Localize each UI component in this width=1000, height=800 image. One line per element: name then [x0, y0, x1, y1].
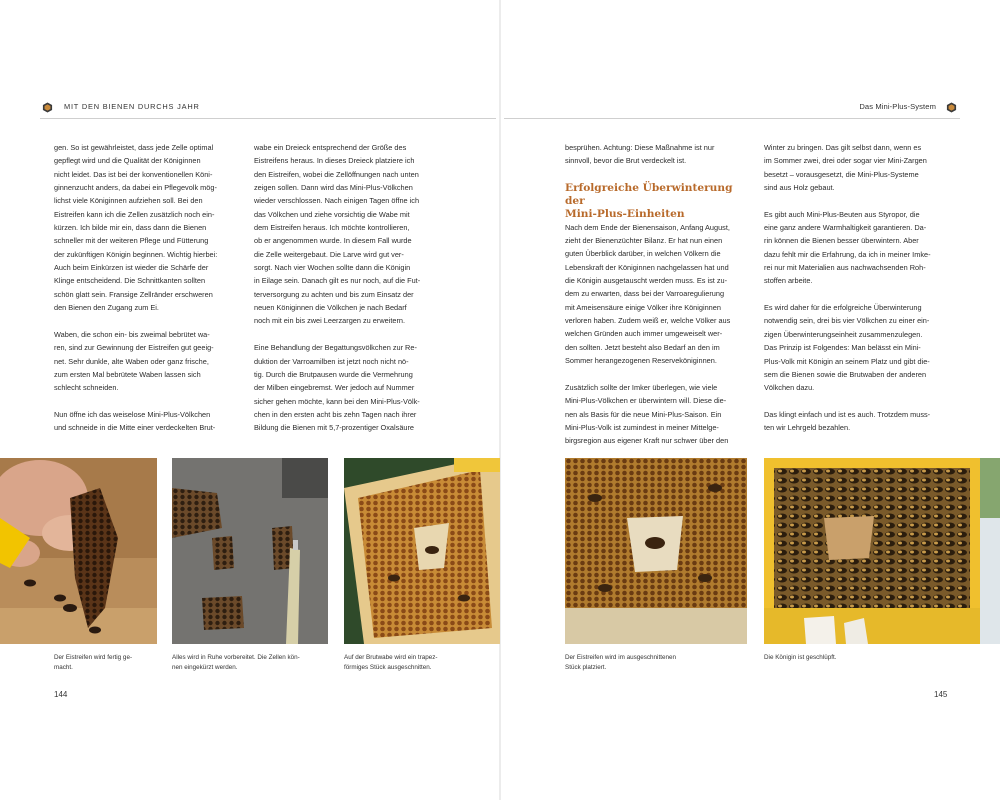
- paragraph: wabe ein Dreieck entsprechend der Größe des Eistreifens heraus. In dieses Dreieck platziere ich den Eistreifen, wobei die Zellöffnungen nach unten zeigen sollen. Dann wird das Mini-Plus-Völkchen wieder verschlossen. Nach einigen Tagen öffne ich das Völkchen und ziehe vorsichtig die Wabe mit dem Eistreifen heraus. Ich möchte kontrollieren, ob er angenommen wurde. In diesem Fall wurde die Zelle weitergebaut. Die Larve wird gut ver- sorgt. Nach vier Wochen sollte dann die Königin in Eilage sein. Danach gilt es nur noch, auf die Fut- terversorgung zu achten und bis zum Einsatz der neuen Königinnen die Völkchen je nach Bedarf noch mit ein bis zwei Leerzargen zu erweitern.: [254, 143, 421, 326]
- paragraph: Es wird daher für die erfolgreiche Überwinterung notwendig sein, drei bis vier Völkchen zu einer ein- zigen Überwinterungseinheit zusammenzulegen. Das Prinzip ist Folgendes: Man belässt ein Mini- Plus-Volk mit Königin an seinem Platz und gibt die- sem die Bienen sowie die Brutwaben der anderen Völkchen dazu.: [764, 303, 930, 393]
- photo-strip-placed: [565, 458, 747, 644]
- photo-caption: Auf der Brutwabe wird ein trapez- förmiges Stück ausgeschnitten.: [344, 654, 438, 671]
- hexagon-ornament-icon: [42, 102, 53, 113]
- page-number-right: 145: [934, 690, 948, 699]
- paragraph: Eine Behandlung der Begattungsvölkchen zur Re- duktion der Varroamilben ist jetzt noch nicht nö- tig. Durch die Brutpausen wurde die Vermehrung der Milben eingebremst. Wer jedoch auf Nummer sicher gehen möchte, kann bei den Mini-Plus-Völk- chen in den ersten acht bis zehn Tagen nach ihrer Bildung die Bienen mit 5,7-prozentiger Oxalsäure: [254, 343, 420, 433]
- text-column-1: [54, 141, 239, 448]
- photo-prepared-comb-pieces: [172, 458, 328, 644]
- running-header-right: Das Mini-Plus-System: [859, 102, 936, 111]
- paragraph: Das klingt einfach und ist es auch. Trotzdem muss- ten wir Lehrgeld bezahlen.: [764, 409, 931, 433]
- text-column-2: [254, 141, 439, 448]
- header-rule-left: [40, 118, 496, 119]
- hexagon-ornament-icon: [946, 102, 957, 113]
- photo-caption: Alles wird in Ruhe vorbereitet. Die Zellen kön- nen eingekürzt werden.: [172, 654, 300, 671]
- text-column-3: [565, 141, 750, 461]
- paragraph: Nach dem Ende der Bienensaison, Anfang August, zieht der Bienenzüchter Bilanz. Er hat nun einen guten Überblick darüber, in welchen Völkern die Lebenskraft der Königinnen nachgelassen hat und die Königin ausgetauscht werden muss. Es ist zu- dem zu erwarten, dass bei der Varroaregulierung mit Ameisensäure einige Völker ihre Königinnen verloren haben. Zudem weiß er, welche Völker aus welchen Gründen auch immer umgeweiselt wer- den sollten. Jetzt besteht also Bedarf an den im Sommer herangezogenen Reserveköniginnen.: [565, 222, 731, 366]
- paragraph: Nun öffne ich das weiselose Mini-Plus-Völkchen und schneide in die Mitte einer verdeckelten Brut-: [54, 409, 216, 433]
- paragraph: gen. So ist gewährleistet, dass jede Zelle optimal gepflegt wird und die Qualität der Königinnen nicht leidet. Das ist bei der konventionellen Köni- ginnenzucht anders, da dabei ein Pflegevolk mög- lichst viele Königinnen aufziehen soll. Bei den Eistreifen kann ich die Zellen zusätzlich noch ein- kürzen. Ich bilde mir ein, dass dann die Bienen schneller mit der weiteren Pflege und Fütterung der zukünftigen Königin beginnen. Wichtig hierbei: Auch beim Einkürzen ist wieder die Schärfe der Klinge entscheidend. Die Schnittkanten sollten schön glatt sein. Fransige Zellränder erschweren den Bienen den Zugang zum Ei.: [54, 143, 218, 313]
- photo-queen-hatched: [764, 458, 1000, 644]
- photo-caption: Der Eistreifen wird fertig ge- macht.: [54, 654, 133, 671]
- photo-brood-frame-cutout: [344, 458, 500, 644]
- page-number-left: 144: [54, 690, 68, 699]
- paragraph: Zusätzlich sollte der Imker überlegen, wie viele Mini-Plus-Völkchen er überwintern will. Diese die- nen als Basis für die neue Mini-Plus-Saison. Ein Mini-Plus-Volk ist zumindest in meiner Mittelge- birgsregion aus eigener Kraft nur schwer über den: [565, 382, 729, 446]
- photo-caption: Die Königin ist geschlüpft.: [764, 654, 837, 661]
- photo-caption: Der Eistreifen wird im ausgeschnittenen Stück platziert.: [565, 654, 676, 671]
- header-rule-right: [504, 118, 960, 119]
- text-column-4: [764, 141, 949, 448]
- paragraph: besprühen. Achtung: Diese Maßnahme ist nur sinnvoll, bevor die Brut verdeckelt ist.: [565, 143, 715, 166]
- gutter: [499, 0, 501, 800]
- paragraph: Waben, die schon ein- bis zweimal bebrütet wa- ren, sind zur Gewinnung der Eistreifen gut geeig- net. Sehr dunkle, alte Waben oder ganz frische, zum ersten Mal bebrütete Waben lassen sich schlecht schneiden.: [54, 329, 214, 393]
- paragraph: Winter zu bringen. Das gilt selbst dann, wenn es im Sommer zwei, drei oder sogar vier Mini-Zargen besetzt – vorausgesetzt, die Mini-Plus-Systeme sind aus Holz gebaut.: [764, 143, 927, 193]
- paragraph: Es gibt auch Mini-Plus-Beuten aus Styropor, die eine ganz andere Warmhaltigkeit garantieren. Da- rin können die Bienen besser überwintern. Aber dazu fehlt mir die Erfahrung, da ich in meiner Imke- rei nur mit Materialien aus nachwachsenden Roh- stoffen arbeite.: [764, 209, 931, 286]
- photo-cutting-egg-strip: [0, 458, 157, 644]
- section-subheading: Erfolgreiche Überwinterung der Mini-Plus-Einheiten: [565, 181, 733, 220]
- running-header-left: MIT DEN BIENEN DURCHS JAHR: [64, 102, 200, 111]
